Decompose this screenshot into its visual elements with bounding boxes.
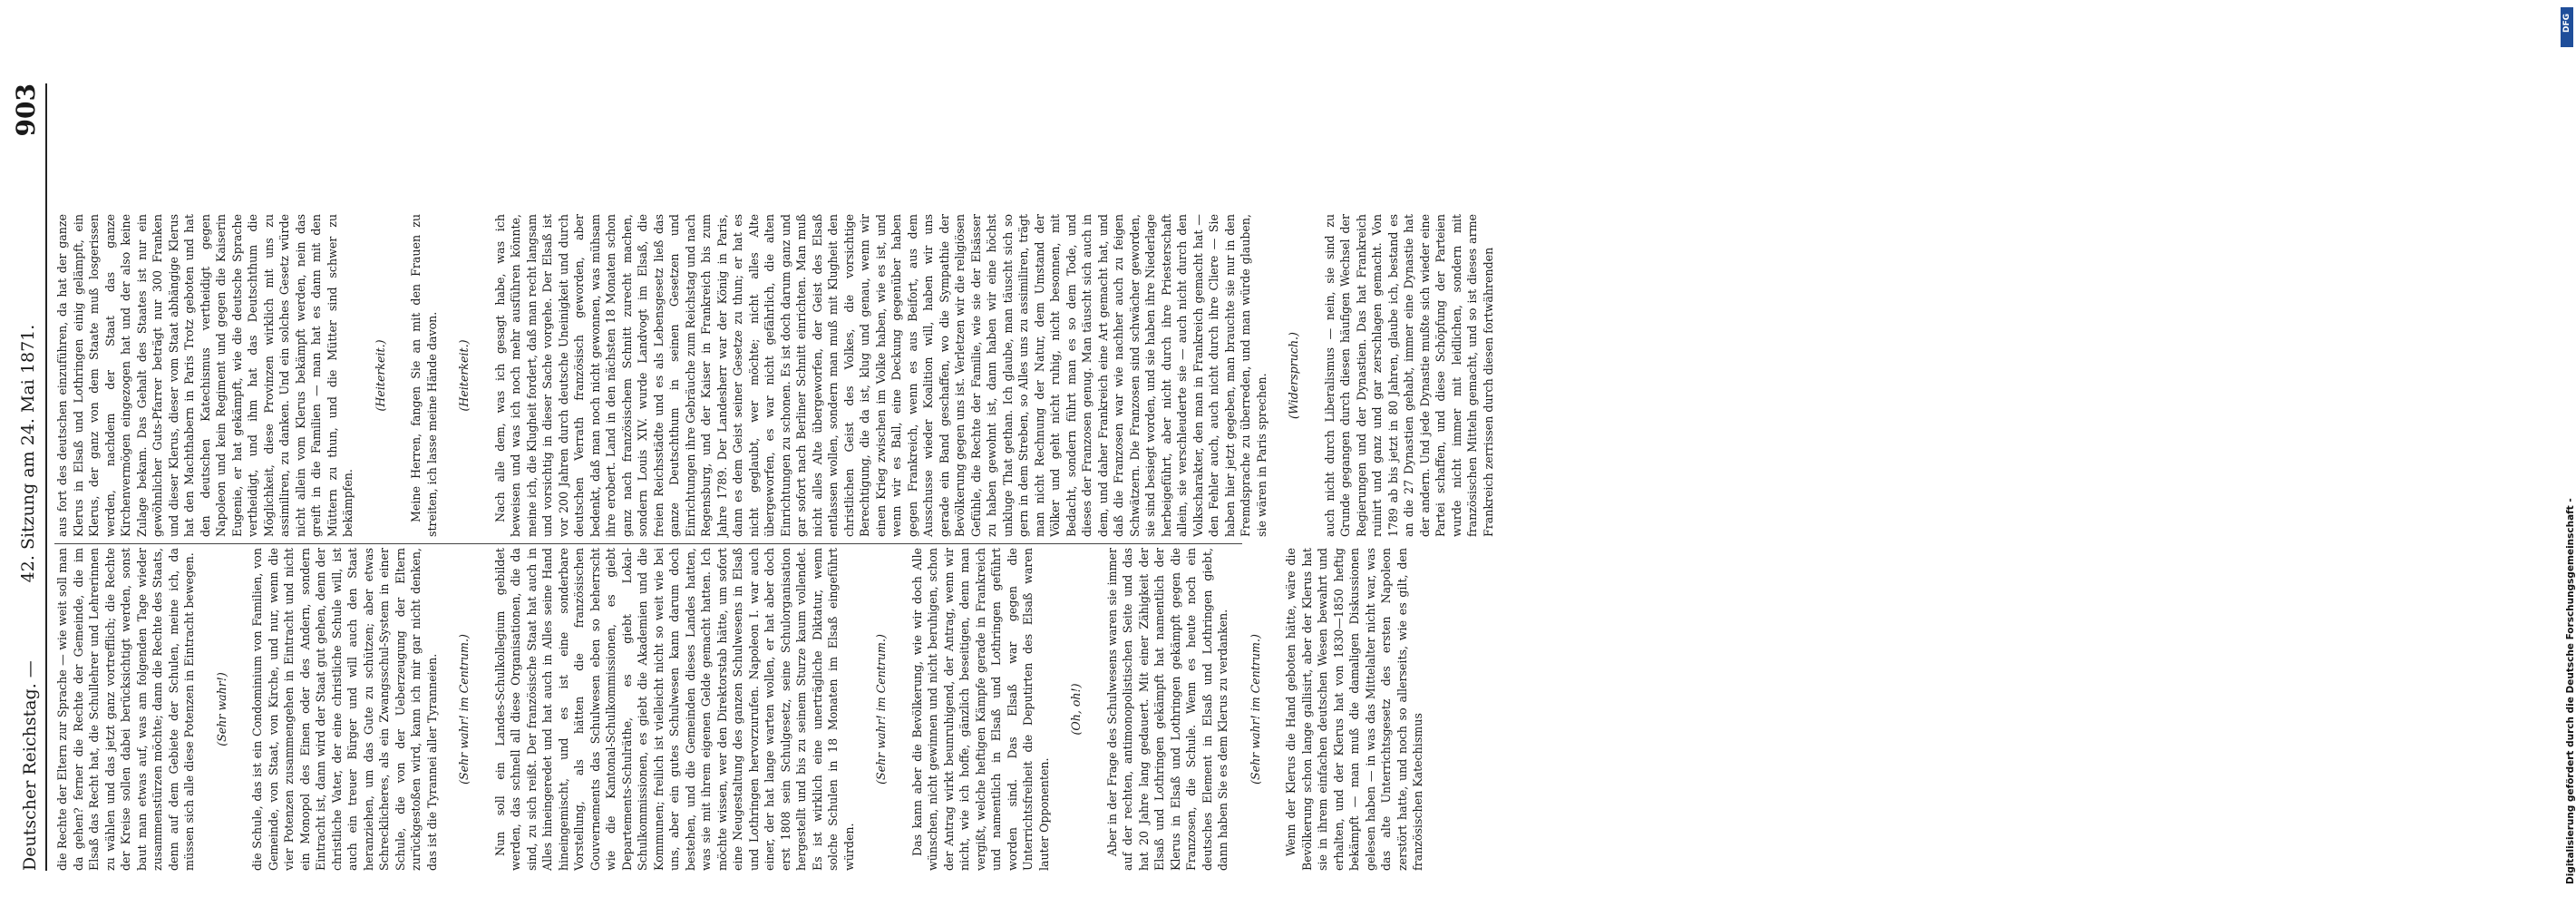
interjection: (Sehr wahr! im Centrum.) — [874, 634, 888, 785]
interjection: (Widerspruch.) — [1287, 332, 1300, 419]
paragraph: Nun soll ein Landes-Schulkollegium gebildet werden, das schnell all diese Organisationen, die da sind, zu sich reißt. Der französische Staat hat auch in Alles hineingeredet und hat auch in Alles seine Hand hineingemischt, und es ist eine sonderbare Vorstellung, als hätten die französischen Gouvernements das Schulwesen eben so beherrscht wie die Kantonal-Schulkommissionen, es giebt Departements-Schulräthe, es giebt Lokal-Schulkommissionen, es giebt die Akademien und die Kommunen; freilich ist vielleicht nicht so weit wie bei uns, aber ein gutes Schulwesen kann darum doch bestehen, und die Gemeinden dieses Landes hatten, was sie mit ihrem eigenen Gelde gemacht hatten. Ich möchte wissen, wer den Direktorstab hätte, um sofort eine Neugestaltung des ganzen Schulwesens in Elsaß und Lothringen hervorzurufen. Napoleon I. war auch einer, der hat lange warten wollen, er hat aber doch erst 1808 sein Schulgesetz, seine Schulorganisation hergestellt und bis zu seinem Sturze kaum vollendet. Es ist wirklich eine unerträgliche Diktatur, wenn solche Schulen in 18 Monaten im Elsaß eingeführt würden. — [492, 548, 856, 871]
paragraph: Das kann aber die Bevölkerung, wie wir doch Alle wünschen, nicht gewinnen und nicht beruhigen, schon der Antrag wirkt beunruhigend, der Antrag, wenn wir nicht, wie ich hoffe, gänzlich beseitigen, denn man vergißt, welche heftigen Kämpfe gerade in Frankreich und namentlich in Elsaß und Lothringen geführt worden sind. Das Elsaß war gegen die Unterrichtsfreiheit die Deputirten des Elsaß waren lauter Opponenten. — [909, 548, 1051, 871]
interjection: (Heiterkeit.) — [457, 339, 471, 412]
paragraph: die Rechte der Eltern zur Sprache — wie weit soll man da gehen? ferner die Rechte der Gemeinde, die im Elsaß das Recht hat, die Schullehrer und Lehrerinnen zu wählen und das jetzt ganz vortrefflich; die Rechte der Kreise sollen dabei berücksichtigt werden, sonst baut man etwas auf, was am folgenden Tage wieder zusammenstürzen möchte; dann die Rechte des Staats, denn auf dem Gebiete der Schulen, meine ich, da müssen sich alle diese Potenzen in Eintracht bewegen. — [55, 548, 196, 871]
interjection: (Sehr wahr! im Centrum.) — [1248, 634, 1262, 785]
session-line: 42. Sitzung am 24. Mai 1871. — [18, 324, 38, 583]
interjection: (Heiterkeit.) — [373, 339, 387, 412]
left-column — [54, 548, 1430, 871]
column-divider — [54, 543, 1242, 544]
paragraph: Meine Herren, fangen Sie an mit den Frauen zu streiten, ich lasse meine Hände davon. — [409, 214, 439, 537]
interjection: (Oh, oh!) — [1069, 683, 1083, 736]
paragraph: Aber in der Frage des Schulwesens waren sie immer auf der rechten, antimonopolistischen Seite und das hat 20 Jahre lang gedauert. Mit einer Zähigkeit der Elsaß und Lothringen gekämpft hat namentlich der Klerus in Elsaß und Lothringen gekämpft gegen die Franzosen, die Schule. Wenn es heute noch ein deutsches Element in Elsaß und Lothringen giebt, dann haben Sie es dem Klerus zu verdanken. — [1104, 548, 1230, 871]
paragraph: Nach alle dem, was ich gesagt habe, was ich beweisen und was ich noch mehr ausführen könnte, meine ich, die Klugheit fordert, daß man recht langsam und vorsichtig in dieser Sache vorgehe. Der Elsaß ist vor 200 Jahren durch deutsche Uneinigkeit und durch deutschen Verrath französisch geworden, aber bedenkt, daß man noch nicht gewonnen, was mühsam ihre erobert. Land in den nächsten 18 Monaten schon ganz nach französischem Schnitt zurecht machen, sondern Louis XIV. wurde Landvogt im Elsaß, die freien Reichsstädte und es als Lebensgesetz ließ das ganze Deutschthum in seinen Gesetzen und Einrichtungen ihre Gebräuche zum Reichstag und nach Regensburg, und der Kaiser in Frankreich bis zum Jahre 1789. Der Landesherr war der König in Paris, dann es dem Geist seiner Gesetze zu thun; er hat es nicht geglaubt, wer möchte; nicht alles Alte übergeworfen, es war nicht gefährlich, die alten Einrichtungen zu schonen. Es ist doch darum ganz und gar sofort nach Berliner Schnitt einrichten. Man muß nicht alles Alte übergeworfen, der Geist des Elsaß entlassen wollen, sondern man muß mit Klugheit den christlichen Geist des Volkes, die vorsichtige Berechtigung, die da ist, klug und genau, wenn wir einen Krieg zwischen im Volke haben, wie es ist, und wenn wir es Ball, eine Deckung gegenüber haben gegen Frankreich, wenn es aus Beifort, aus dem Ausschusse wieder Koalition will, haben wir uns gerade ein Band geschaffen, wo die Sympathie der Bevölkerung gegen uns ist. Verletzen wir die religiösen Gefühle, die Rechte der Familie, wie sie der Elsässer zu haben gewohnt ist, dann haben wir eine höchst unkluge That gethan. Ich glaube, man täuscht sich so gern in dem Streben, so Alles uns zu assimiliren, trägt man nicht Rechnung der Natur, dem Umstand der Völker und geht nicht ruhig, nicht besonnen, mit Bedacht, sondern führt man es so dem Tode, und dieses der Franzosen genug. Man täuscht sich auch in dem, und daher Frankreich eine Art gemacht hat, und daß die Franzosen war wie nachher auch zu feigen Schwätzern. Die Franzosen sind schwächer geworden, sie sind besiegt worden, und sie haben ihre Niederlage herbeigeführt, aber nicht durch ihre Priesterschaft allein, sie verschleuderte sie — auch nicht durch den Volkscharakter, den man in Frankreich gemacht hat — den Fehler auch, auch nicht durch ihre Cliere — Sie haben hier jetzt gegeben, man brauchte sie nur in den Fremdsprache zu überreden, und man würde glauben, sie wären in Paris sprechen. — [492, 214, 1269, 537]
dfg-logo — [2561, 7, 2573, 47]
paragraph: die Schule, das ist ein Condominium von Familien, von Gemeinde, von Staat, von Kirche, und nur, wenn die vier Potenzen zusammengehen in Eintracht und nicht ein Monopol des Einen oder des Andern, sondern Eintracht ist, dann wird der Staat gut gehen, denn der christliche Vater, der eine christliche Schule will, ist auch ein treuer Bürger und will auch den Staat heranziehen, um das Gute zu schützen; aber etwas Schrecklicheres, als ein Zwangsschul-System in einer Schule, die von der Ueberzeugung der Eltern zurückgestoßen wird, kann ich mir gar nicht denken, das ist die Tyrannei aller Tyranneien. — [250, 548, 439, 871]
header-rule — [45, 83, 47, 871]
paragraph: auch nicht durch Liberalismus — nein, sie sind zu Grunde gegangen durch diesen häufigen Wechsel der Regierungen und der Dynastien. Das hat Frankreich ruinirt und ganz und gar zerschlagen gemacht. Von 1789 ab bis jetzt in 80 Jahren, glaube ich, bestand es an die 27 Dynastien gehabt, immer eine Dynastie hat der andern. Und jede Dynastie mußte sich wieder eine Partei schaffen, und diese Schöpfung der Parteien wurde nicht immer mit leidlichen, sondern mit französischen Mitteln gemacht, und so ist dieses arme Frankreich zerrissen durch diesen fortwährenden — [1322, 214, 1495, 537]
interjection: (Sehr wahr!) — [214, 672, 228, 746]
page-header — [0, 0, 51, 907]
paragraph: Wenn der Klerus die Hand geboten hätte, wäre die Bevölkerung schon lange gallisirt, aber der Klerus hat sie in ihrem einfachen deutschen Wesen bewahrt und erhalten, und der Klerus hat von 1830—1850 heftig bekämpft — man muß die damaligen Diskussionen gelesen haben — in was das Mittelalter nicht war, was das alte Unterrichtsgesetz des ersten Napoleon zerstört hatte, und noch so allerseits, wie es gilt, den französischen Katechismus — [1284, 548, 1424, 871]
running-title: Deutscher Reichstag. — — [20, 660, 40, 871]
dfg-logo-text: DFG — [2562, 13, 2571, 33]
page-number: 903 — [11, 83, 41, 137]
paragraph: aus fort des deutschen einzuführen, da hat der ganze Klerus in Elsaß und Lothringen einig gelämpft, ein Klerus, der ganz von dem Staate muß losgerissen werden, nachdem der Staat das ganze Kirchenvermögen eingezogen hat und der also keine Zulage bekam. Das Gehalt des Staates ist nur ein gewöhnlicher Guts-Pfarrer beträgt nur 300 Franken und dieser Klerus, dieser vom Staat abhängige Klerus hat den Machthabern in Paris Trotz geboten und hat den deutschen Katechismus vertheidigt gegen Napoleon und kein Regiment und gegen die Kaiserin Eugenie, er hat gekämpft, wie die deutsche Sprache vertheidigt, und ihm hat das Deutschthum die Möglichkeit, diese Provinzen wirklich mit uns zu assimiliren, zu danken. Und ein solches Gesetz würde nicht allein vom Klerus bekämpft werden, nein das greift in die Familien — man hat es dann mit den Müttern zu thun, und die Mütter sind schwer zu bekämpfen. — [55, 214, 355, 537]
digitization-credit: Digitalisierung gefördert durch die Deutsche Forschungsgemeinschaft - — [2565, 498, 2576, 884]
interjection: (Sehr wahr! im Centrum.) — [457, 634, 471, 785]
